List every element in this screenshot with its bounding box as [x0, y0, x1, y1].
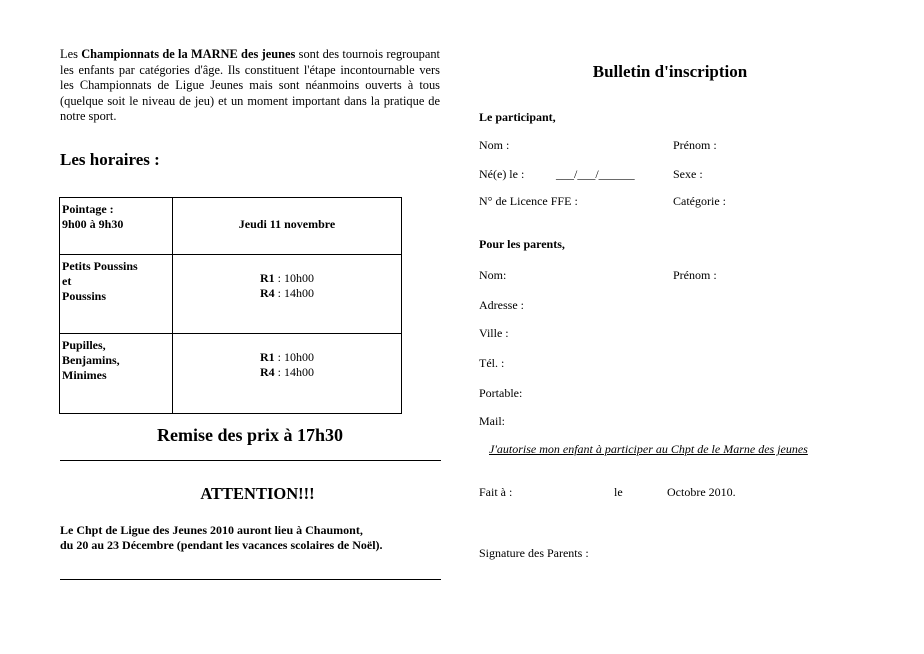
schedule-table — [59, 197, 402, 414]
portable-field[interactable]: Portable: — [479, 386, 523, 400]
round-label: R4 — [259, 365, 275, 379]
sexe-field[interactable]: Sexe : — [673, 167, 703, 181]
category-cell — [60, 334, 173, 414]
birthdate-field[interactable]: ___/___/______ — [556, 167, 635, 181]
category-line: Petits Poussins — [62, 259, 138, 273]
intro-championship-name: Championnats de la MARNE des jeunes — [81, 47, 296, 61]
round-label: R1 — [259, 350, 275, 364]
round-label: R4 — [259, 286, 275, 300]
adresse-field[interactable]: Adresse : — [479, 298, 524, 312]
notice-line: du 20 au 23 Décembre (pendant les vacances scolaires de Noël). — [60, 538, 383, 552]
form-title: Bulletin d'inscription — [592, 62, 748, 81]
parent-nom-field[interactable]: Nom: — [479, 268, 507, 282]
round-line — [173, 350, 401, 365]
participant-nom-field[interactable]: Nom : — [479, 138, 510, 152]
pointage-cell — [60, 198, 173, 255]
date-cell: Jeudi 11 novembre — [173, 198, 402, 255]
intro-paragraph — [60, 47, 440, 125]
participant-heading: Le participant, — [479, 110, 556, 124]
authorization-statement: J'autorise mon enfant à participer au Chpt de le Marne des jeunes — [489, 442, 808, 456]
intro-text-start: Les — [60, 47, 82, 61]
round-time: : 14h00 — [274, 286, 314, 300]
prize-ceremony-heading: Remise des prix à 17h30 — [157, 425, 343, 445]
round-time: : 10h00 — [274, 350, 314, 364]
notice-line: Le Chpt de Ligue des Jeunes 2010 auront lieu à Chaumont, — [60, 523, 363, 537]
mail-field[interactable]: Mail: — [479, 414, 505, 428]
intro-text-rest: sont des tournois regroupant les enfants par catégories d'âge. Ils constituent l'étape incontournable vers les Championnats de Ligue Jeunes mais sont néanmoins ouverts à tous (quelque soit le niveau de jeu) et un moment important dans la pratique de notre sport. — [60, 47, 440, 123]
birthdate-label: Né(e) le : — [479, 167, 525, 181]
rounds-cell — [173, 334, 402, 414]
category-line: Benjamins, — [62, 353, 120, 367]
round-time: : 14h00 — [274, 365, 314, 379]
round-label: R1 — [259, 271, 275, 285]
round-line — [173, 286, 401, 301]
ville-field[interactable]: Ville : — [479, 326, 509, 340]
category-line: Poussins — [62, 289, 107, 303]
category-line: Pupilles, — [62, 338, 106, 352]
category-cell — [60, 255, 173, 334]
horaires-heading: Les horaires : — [60, 150, 160, 169]
tel-field[interactable]: Tél. : — [479, 356, 505, 370]
attention-heading: ATTENTION!!! — [200, 484, 315, 503]
category-line: et — [62, 274, 72, 288]
date-le-label: le — [614, 485, 623, 499]
rounds-cell — [173, 255, 402, 334]
round-line — [173, 271, 401, 286]
date-month-year: Octobre 2010. — [667, 485, 736, 499]
licence-field[interactable]: N° de Licence FFE : — [479, 194, 578, 208]
signature-field[interactable]: Signature des Parents : — [479, 546, 589, 560]
parent-prenom-field[interactable]: Prénom : — [673, 268, 717, 282]
categorie-field[interactable]: Catégorie : — [673, 194, 726, 208]
league-championship-notice — [60, 523, 383, 553]
round-line — [173, 365, 401, 380]
fait-a-field[interactable]: Fait à : — [479, 485, 513, 499]
table-row — [60, 198, 402, 255]
pointage-label: Pointage : — [62, 202, 114, 216]
category-line: Minimes — [62, 368, 107, 382]
divider — [60, 579, 441, 580]
divider — [60, 460, 441, 461]
round-time: : 10h00 — [274, 271, 314, 285]
parents-heading: Pour les parents, — [479, 237, 565, 251]
participant-prenom-field[interactable]: Prénom : — [673, 138, 717, 152]
table-row — [60, 334, 402, 414]
table-row — [60, 255, 402, 334]
pointage-time: 9h00 à 9h30 — [62, 217, 124, 231]
